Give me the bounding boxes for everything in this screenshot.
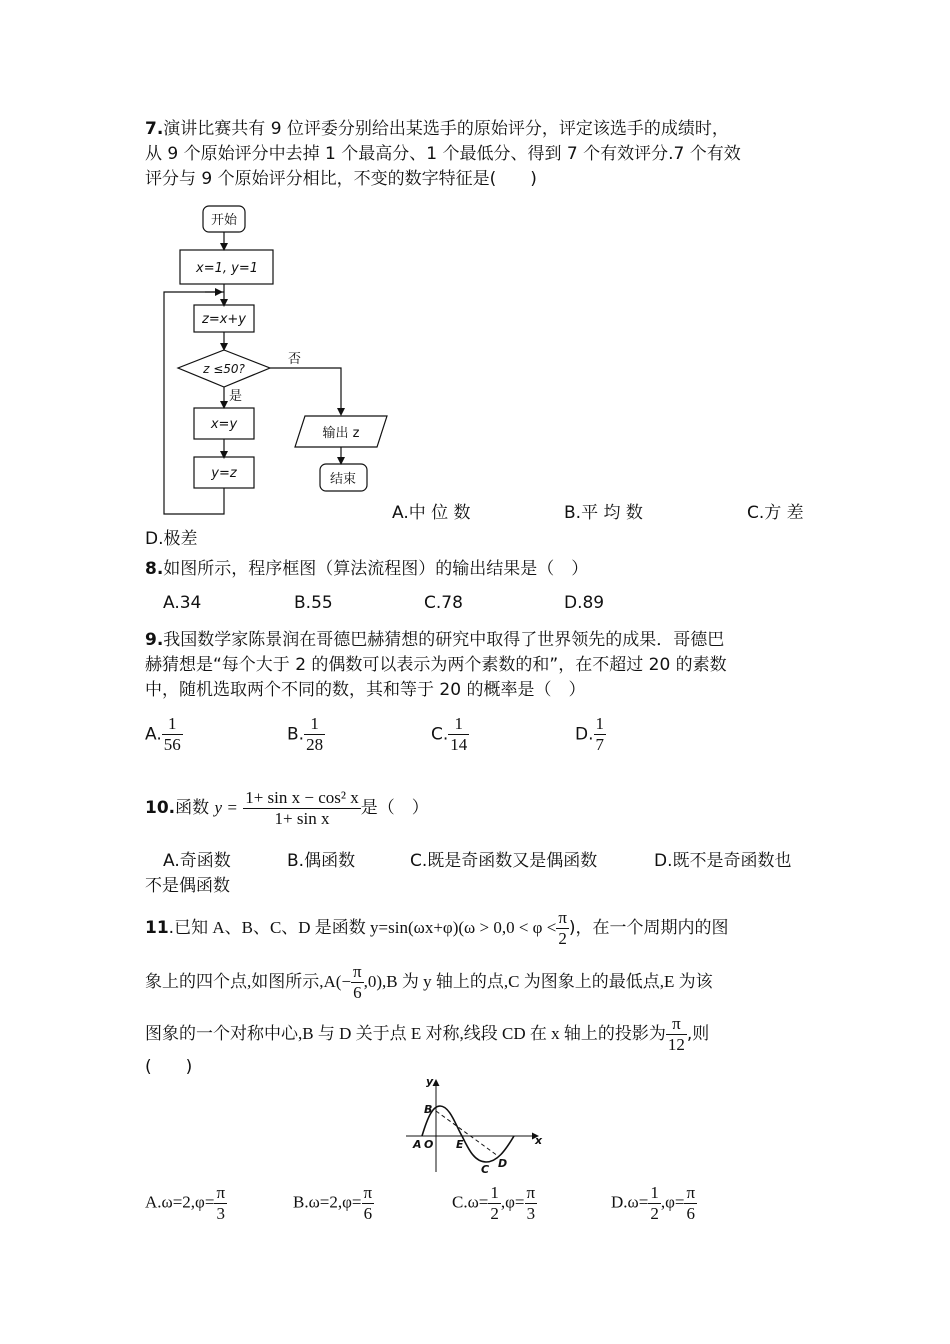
q11-option-d	[611, 1183, 697, 1224]
q11-d-w-den: 2	[650, 1204, 659, 1223]
q11-dot: .	[168, 918, 175, 938]
flowchart	[145, 198, 405, 523]
q11-line-2	[145, 960, 713, 1004]
q9-option-c-label: C.	[431, 724, 449, 745]
q11-l1-num: π	[558, 907, 567, 927]
graph-point-b: B	[424, 1103, 433, 1116]
q10-option-d-cont: 不是偶函数	[145, 876, 230, 896]
q8-option-d: D.89	[564, 593, 605, 613]
q11-option-a-label: A.ω=2,φ=	[145, 1192, 215, 1212]
q9-d-num: 1	[595, 714, 604, 733]
q10-denominator: 1+ sin x	[274, 808, 330, 828]
graph-point-a: A	[413, 1138, 422, 1151]
q11-c-w-den: 2	[490, 1204, 499, 1223]
graph-x-label: x	[535, 1134, 543, 1147]
flow-start-label: 开始	[210, 213, 238, 228]
q9-line-1	[145, 628, 724, 652]
q9-b-num: 1	[304, 714, 325, 735]
q9-d-den: 7	[595, 735, 604, 754]
q11-l3-num: π	[666, 1014, 687, 1035]
q9-line-3: 中，随机选取两个不同的数，其和等于 20 的概率是（ ）	[145, 680, 586, 700]
q11-d-w-num: 1	[650, 1183, 659, 1202]
q9-number: 9.	[145, 630, 164, 650]
q11-d-num: π	[686, 1183, 696, 1202]
q11-option-c	[452, 1183, 537, 1224]
q10-y-eq: y =	[214, 798, 238, 817]
q9-option-d-label: D.	[575, 724, 594, 745]
q10-line	[145, 786, 429, 830]
q11-l2-num: π	[353, 961, 362, 981]
q7-line-2: 从 9 个原始评分中去掉 1 个最高分、1 个最低分、得到 7 个有效评分.7 个有效	[145, 144, 741, 164]
q9-option-a-label: A.	[145, 724, 162, 745]
q8-text: 如图所示，程序框图（算法流程图）的输出结果是（ ）	[163, 559, 589, 579]
q11-line-4: ( )	[145, 1057, 193, 1077]
graph-y-label: y	[426, 1076, 434, 1088]
q9-a-den: 56	[163, 735, 181, 754]
q9-option-a	[145, 714, 183, 755]
q7-option-b: B.平 均 数	[564, 503, 643, 523]
q11-text-2a: 象上的四个点,如图所示,A(−	[145, 972, 352, 991]
q11-line-1	[145, 906, 729, 950]
q10-option-c: C.既是奇函数又是偶函数	[410, 851, 598, 871]
q7-number: 7.	[145, 119, 164, 139]
q8-option-a: A.34	[163, 593, 202, 613]
q11-b-num: π	[363, 1183, 373, 1202]
q8-option-b: B.55	[294, 593, 333, 613]
q9-option-b-label: B.	[287, 724, 305, 745]
q8-line	[145, 557, 588, 581]
graph-point-d: D	[498, 1157, 508, 1170]
q10-suffix: 是（ ）	[360, 798, 429, 818]
flow-cond-label: z ≤50?	[203, 362, 245, 376]
q11-option-c-label: C.ω=	[452, 1192, 489, 1212]
flow-end-label: 结束	[329, 472, 357, 487]
q11-text-2b: ,0),B 为 y 轴上的点,C 为图象上的最低点,E 为该	[363, 972, 713, 991]
q11-text-1b: )，在一个周期内的图	[568, 918, 729, 938]
flow-calc-label: z=x+y	[202, 312, 246, 327]
q11-a-den: 3	[216, 1204, 225, 1223]
q11-d-den: 6	[686, 1204, 696, 1223]
flow-assign2-label: y=z	[211, 466, 237, 481]
q8-option-c: C.78	[424, 593, 463, 613]
segment-bd	[436, 1111, 498, 1156]
q11-c-w-num: 1	[490, 1183, 499, 1202]
q11-option-b-label: B.ω=2,φ=	[293, 1192, 362, 1212]
q11-option-d-label: D.ω=	[611, 1192, 649, 1212]
q7-option-d: D.极差	[145, 529, 198, 549]
flow-assign1-label: x=y	[210, 417, 238, 432]
q10-option-b: B.偶函数	[287, 851, 356, 871]
q10-fraction	[243, 788, 361, 829]
flow-no-label: 否	[288, 352, 302, 367]
q9-b-den: 28	[306, 735, 324, 754]
flow-output-label: 输出 z	[322, 426, 360, 441]
q10-option-d: D.既不是奇函数也	[654, 851, 792, 871]
q9-text-1: 我国数学家陈景润在哥德巴赫猜想的研究中取得了世界领先的成果．哥德巴	[163, 630, 725, 650]
q9-option-c	[431, 714, 469, 755]
q7-line-3: 评分与 9 个原始评分相比，不变的数字特征是( )	[145, 169, 537, 189]
q7-option-c: C.方 差	[747, 503, 804, 523]
sine-graph	[402, 1076, 552, 1176]
q11-c-num: π	[526, 1183, 536, 1202]
q9-c-den: 14	[450, 735, 468, 754]
q11-c-den: 3	[526, 1204, 536, 1223]
q11-l3-den: 12	[667, 1034, 685, 1054]
graph-point-c: C	[481, 1163, 490, 1176]
q10-prefix: 函数	[175, 798, 210, 818]
q9-option-d	[575, 714, 606, 755]
q11-text-1a: 已知 A、B、C、D 是函数 y=sin(ωx+φ)(ω > 0,0 < φ <	[174, 918, 557, 937]
q9-option-b	[287, 714, 325, 755]
q11-b-den: 6	[363, 1204, 373, 1223]
graph-point-e: E	[456, 1138, 464, 1151]
q11-l1-den: 2	[558, 928, 567, 948]
q11-text-3b: ,则	[686, 1024, 710, 1044]
q11-option-b	[293, 1183, 374, 1224]
q9-line-2: 赫猜想是“每个大于 2 的偶数可以表示为两个素数的和”，在不超过 20 的素数	[145, 655, 727, 675]
q10-option-a: A.奇函数	[163, 851, 231, 871]
q10-number: 10.	[145, 798, 176, 818]
q9-c-num: 1	[448, 714, 469, 735]
graph-point-o: O	[424, 1138, 434, 1151]
q11-l2-den: 6	[353, 982, 362, 1002]
q11-option-a	[145, 1183, 227, 1224]
q11-option-c-phi: ,φ=	[500, 1192, 525, 1212]
q9-a-num: 1	[162, 714, 183, 735]
q10-numerator: 1+ sin x − cos² x	[245, 787, 359, 807]
q7-text-1: 演讲比赛共有 9 位评委分别给出某选手的原始评分，评定该选手的成绩时，	[163, 119, 729, 139]
q11-line-3	[145, 1012, 709, 1056]
q7-option-a: A.中 位 数	[392, 503, 471, 523]
q11-number: 11	[145, 918, 169, 938]
flow-yes-label: 是	[229, 389, 243, 404]
q11-option-d-phi: ,φ=	[660, 1192, 685, 1212]
q7-line-1	[145, 117, 729, 141]
q11-a-num: π	[216, 1183, 226, 1202]
q11-text-3a: 图象的一个对称中心,B 与 D 关于点 E 对称,线段 CD 在 x 轴上的投影为	[145, 1024, 666, 1043]
q8-number: 8.	[145, 559, 164, 579]
flow-init-label: x=1, y=1	[196, 261, 258, 276]
